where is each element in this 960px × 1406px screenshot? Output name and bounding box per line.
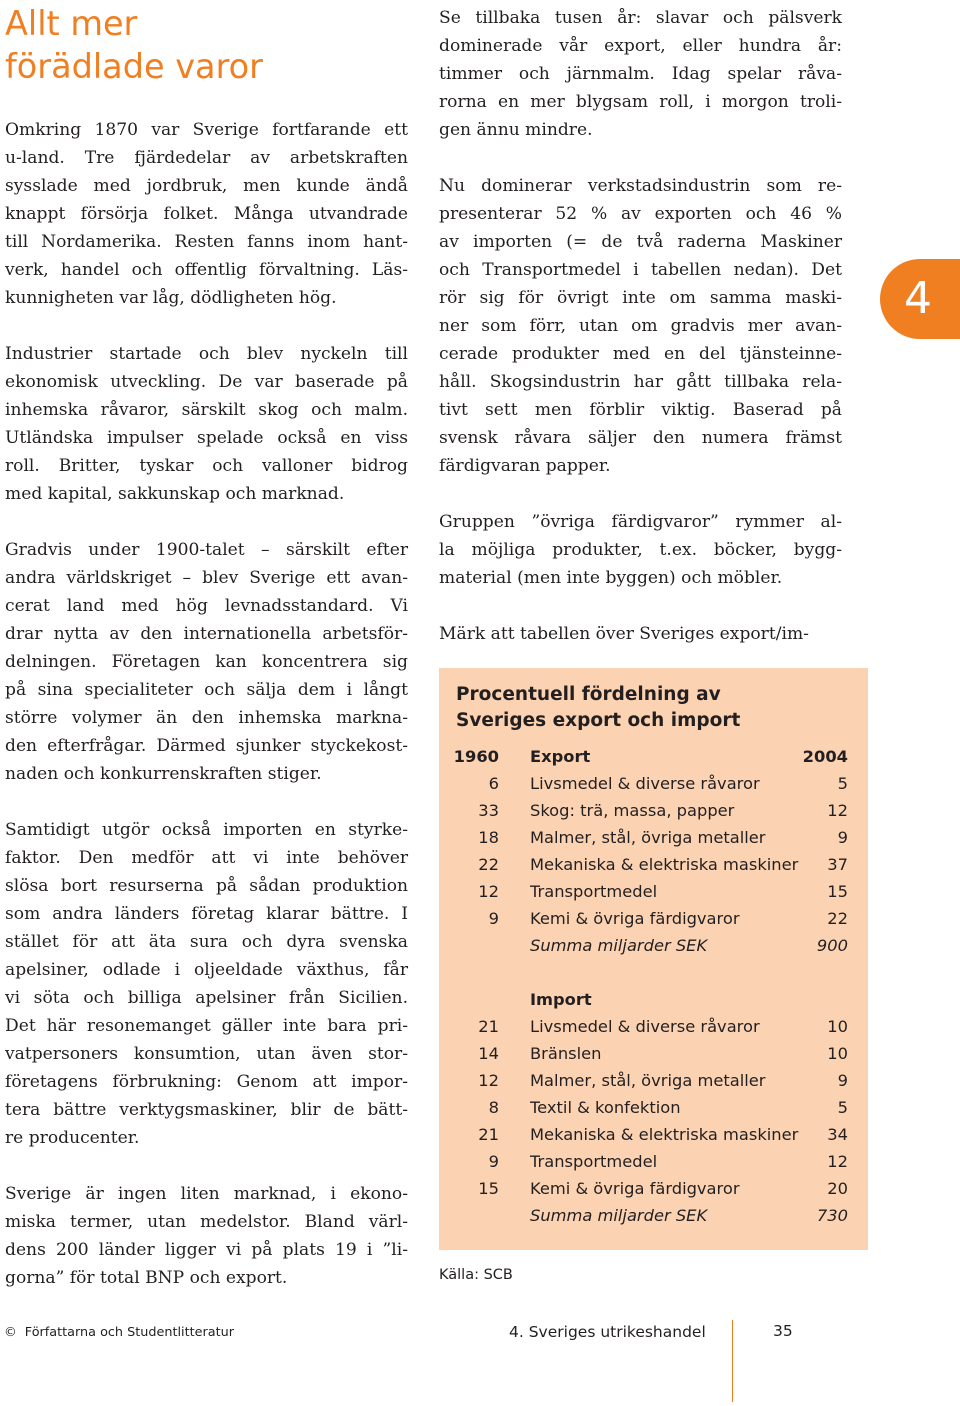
import-row [439, 1040, 868, 1067]
header-year-1960: 1960 [453, 747, 499, 766]
trade-table [439, 668, 868, 1250]
paragraph-line: u-land. Tre fjärdedelar av arbetskraften [5, 148, 408, 168]
paragraph-line: tera bättre verktygsmaskiner, blir de bätt- [5, 1100, 408, 1120]
table-title [456, 682, 740, 734]
paragraph-line: Omkring 1870 var Sverige fortfarande ett [5, 120, 408, 140]
category-label: Mekaniska & elektriska maskiner [530, 1125, 799, 1144]
paragraph-line: färdigvaran papper. [439, 456, 611, 476]
paragraph [439, 4, 842, 144]
paragraph-line: roll. Britter, tyskar och valloner bidrog [5, 456, 408, 476]
paragraph-line: rorna en mer blygsam roll, i morgon troli- [439, 92, 842, 112]
export-row [439, 851, 868, 878]
category-label: Textil & konfektion [530, 1098, 681, 1117]
paragraph-line: rör sig för övrigt inte om samma maski- [439, 288, 842, 308]
paragraph-line: knappt försörja folket. Många utvandrade [5, 204, 408, 224]
category-label: Bränslen [530, 1044, 602, 1063]
value-2004: 10 [827, 1017, 848, 1036]
paragraph-line: vi söta och billiga apelsiner från Sicilien. [5, 988, 408, 1008]
paragraph-line: miska termer, utan medelstor. Bland värl- [5, 1212, 408, 1232]
title-line: förädlade varor [5, 47, 263, 86]
value-1960: 9 [488, 1152, 499, 1171]
category-label: Transportmedel [530, 882, 658, 901]
import-header-row [439, 986, 868, 1013]
export-sum-row [439, 932, 868, 959]
table-header-row [439, 743, 868, 770]
value-1960: 12 [478, 1071, 499, 1090]
value-1960: 33 [478, 801, 499, 820]
copyright-text: Författarna och Studentlitteratur [24, 1325, 235, 1340]
paragraph-line: andra världskriget – blev Sverige ett avan- [5, 568, 408, 588]
header-year-2004: 2004 [802, 747, 848, 766]
value-1960: 8 [488, 1098, 499, 1117]
export-row [439, 824, 868, 851]
paragraph-line: kunnigheten var låg, dödligheten hög. [5, 288, 337, 308]
paragraph-line: till Nordamerika. Resten fanns inom hant- [5, 232, 408, 252]
paragraph [5, 1180, 408, 1292]
paragraph [5, 116, 408, 312]
paragraph [5, 536, 408, 788]
value-2004: 15 [827, 882, 848, 901]
paragraph-line: Det här resonemanget gäller inte bara pri- [5, 1016, 408, 1036]
copyright-symbol: © [4, 1325, 17, 1340]
paragraph [5, 816, 408, 1152]
value-1960: 12 [478, 882, 499, 901]
table-title-line: Procentuell fördelning av [456, 684, 721, 705]
paragraph-line: la möjliga produkter, t.ex. böcker, bygg- [439, 540, 842, 560]
value-2004: 12 [827, 1152, 848, 1171]
paragraph-line: Industrier startade och blev nyckeln till [5, 344, 408, 364]
paragraph-line: med kapital, sakkunskap och marknad. [5, 484, 345, 504]
import-row [439, 1094, 868, 1121]
import-row [439, 1148, 868, 1175]
paragraph-line: dominerade vår export, eller hundra år: [439, 36, 842, 56]
paragraph-line: gorna” för total BNP och export. [5, 1268, 288, 1288]
value-2004: 9 [837, 828, 848, 847]
paragraph-line: apelsiner, odlade i oljeeldade växthus, får [5, 960, 408, 980]
paragraph-line: på sina specialiteter och sälja dem i långt [5, 680, 408, 700]
value-2004: 22 [827, 909, 848, 928]
page-title [5, 2, 263, 88]
paragraph-line: vatpersoners konsumtion, utan även stor- [5, 1044, 408, 1064]
paragraph-line: som andra länders företag klarar bättre. I [5, 904, 408, 924]
source-note: Källa: SCB [439, 1267, 513, 1283]
paragraph-line: drar nytta av den internationella arbetsför- [5, 624, 408, 644]
footer-chapter: 4. Sveriges utrikeshandel [509, 1323, 706, 1341]
paragraph-line: företagens förbrukning: Genom att impor- [5, 1072, 408, 1092]
category-label: Livsmedel & diverse råvaror [530, 1017, 760, 1036]
category-label: Kemi & övriga färdigvaror [530, 1179, 740, 1198]
paragraph-line: cerat land med hög levnadsstandard. Vi [5, 596, 408, 616]
header-export-label: Export [530, 747, 591, 766]
paragraph-line: cerade produkter med en del tjänsteinne- [439, 344, 842, 364]
export-sum-label: Summa miljarder SEK [530, 936, 708, 955]
paragraph-line: delningen. Företagen kan koncentrera sig [5, 652, 408, 672]
value-2004: 5 [837, 774, 848, 793]
export-sum-value: 900 [816, 936, 848, 955]
paragraph [5, 340, 408, 508]
page-number: 35 [773, 1322, 793, 1340]
paragraph-line: Märk att tabellen över Sveriges export/im- [439, 624, 809, 644]
category-label: Livsmedel & diverse råvaror [530, 774, 760, 793]
value-1960: 15 [478, 1179, 499, 1198]
paragraph-line: Samtidigt utgör också importen en styrke- [5, 820, 408, 840]
table-title-line: Sveriges export och import [456, 710, 741, 731]
value-2004: 9 [837, 1071, 848, 1090]
paragraph-line: Se tillbaka tusen år: slavar och pälsverk [439, 8, 842, 28]
value-1960: 9 [488, 909, 499, 928]
paragraph-line: tivt sett men förblir viktig. Baserad på [439, 400, 842, 420]
value-1960: 22 [478, 855, 499, 874]
paragraph-line: inhemska råvaror, särskilt skog och malm. [5, 400, 408, 420]
value-2004: 12 [827, 801, 848, 820]
paragraph-line: re producenter. [5, 1128, 140, 1148]
paragraph-line: håll. Skogsindustrin har gått tillbaka rela- [439, 372, 842, 392]
paragraph-line: sysslade med jordbruk, men kunde ändå [5, 176, 408, 196]
export-row [439, 878, 868, 905]
paragraph-line: dens 200 länder ligger vi på plats 19 i ”li- [5, 1240, 408, 1260]
value-2004: 10 [827, 1044, 848, 1063]
import-row [439, 1067, 868, 1094]
paragraph [439, 620, 842, 648]
paragraph-line: verk, handel och offentlig förvaltning. Läs- [5, 260, 408, 280]
import-sum-label: Summa miljarder SEK [530, 1206, 708, 1225]
paragraph-line: Gradvis under 1900-talet – särskilt efter [5, 540, 408, 560]
paragraph-line: gen ännu mindre. [439, 120, 593, 140]
paragraph-line: faktor. Den medför att vi inte behöver [5, 848, 408, 868]
footer-divider [732, 1320, 733, 1402]
paragraph-line: ekonomisk utveckling. De var baserade på [5, 372, 408, 392]
value-2004: 37 [827, 855, 848, 874]
paragraph-line: stället för att äta sura och dyra svenska [5, 932, 408, 952]
import-row [439, 1121, 868, 1148]
paragraph-line: och Transportmedel i tabellen nedan). Det [439, 260, 842, 280]
value-1960: 6 [488, 774, 499, 793]
export-row [439, 770, 868, 797]
paragraph-line: material (men inte byggen) och möbler. [439, 568, 783, 588]
paragraph-line: större volymer än den inhemska markna- [5, 708, 408, 728]
paragraph-line: presenterar 52 % av exporten och 46 % [439, 204, 842, 224]
paragraph-line: Nu dominerar verkstadsindustrin som re- [439, 176, 842, 196]
category-label: Transportmedel [530, 1152, 658, 1171]
value-2004: 5 [837, 1098, 848, 1117]
value-2004: 20 [827, 1179, 848, 1198]
footer-copyright [4, 1323, 234, 1343]
paragraph-line: timmer och järnmalm. Idag spelar råva- [439, 64, 842, 84]
category-label: Malmer, stål, övriga metaller [530, 828, 766, 847]
paragraph-line: av importen (= de två raderna Maskiner [439, 232, 842, 252]
category-label: Malmer, stål, övriga metaller [530, 1071, 766, 1090]
paragraph-line: svensk råvara säljer den numera främst [439, 428, 842, 448]
import-sum-row [439, 1202, 868, 1229]
paragraph-line: Sverige är ingen liten marknad, i ekono- [5, 1184, 408, 1204]
value-1960: 14 [478, 1044, 499, 1063]
paragraph-line: slösa bort resurserna på sådan produktion [5, 876, 408, 896]
export-row [439, 797, 868, 824]
import-row [439, 1175, 868, 1202]
paragraph-line: Gruppen ”övriga färdigvaror” rymmer al- [439, 512, 842, 532]
paragraph-line: Utländska impulser spelade också en viss [5, 428, 408, 448]
import-row [439, 1013, 868, 1040]
category-label: Skog: trä, massa, papper [530, 801, 735, 820]
paragraph-line: ner som förr, utan om gradvis mer avan- [439, 316, 842, 336]
title-line: Allt mer [5, 4, 138, 43]
chapter-tab-number: 4 [904, 273, 932, 324]
value-1960: 18 [478, 828, 499, 847]
paragraph-line: naden och konkurrenskraften stiger. [5, 764, 322, 784]
paragraph [439, 508, 842, 592]
chapter-tab [880, 259, 960, 339]
category-label: Kemi & övriga färdigvaror [530, 909, 740, 928]
category-label: Mekaniska & elektriska maskiner [530, 855, 799, 874]
value-1960: 21 [478, 1125, 499, 1144]
value-1960: 21 [478, 1017, 499, 1036]
import-label: Import [530, 990, 592, 1009]
paragraph [439, 172, 842, 480]
paragraph-line: den efterfrågar. Därmed sjunker styckekost- [5, 736, 408, 756]
import-sum-value: 730 [816, 1206, 848, 1225]
value-2004: 34 [827, 1125, 848, 1144]
export-row [439, 905, 868, 932]
